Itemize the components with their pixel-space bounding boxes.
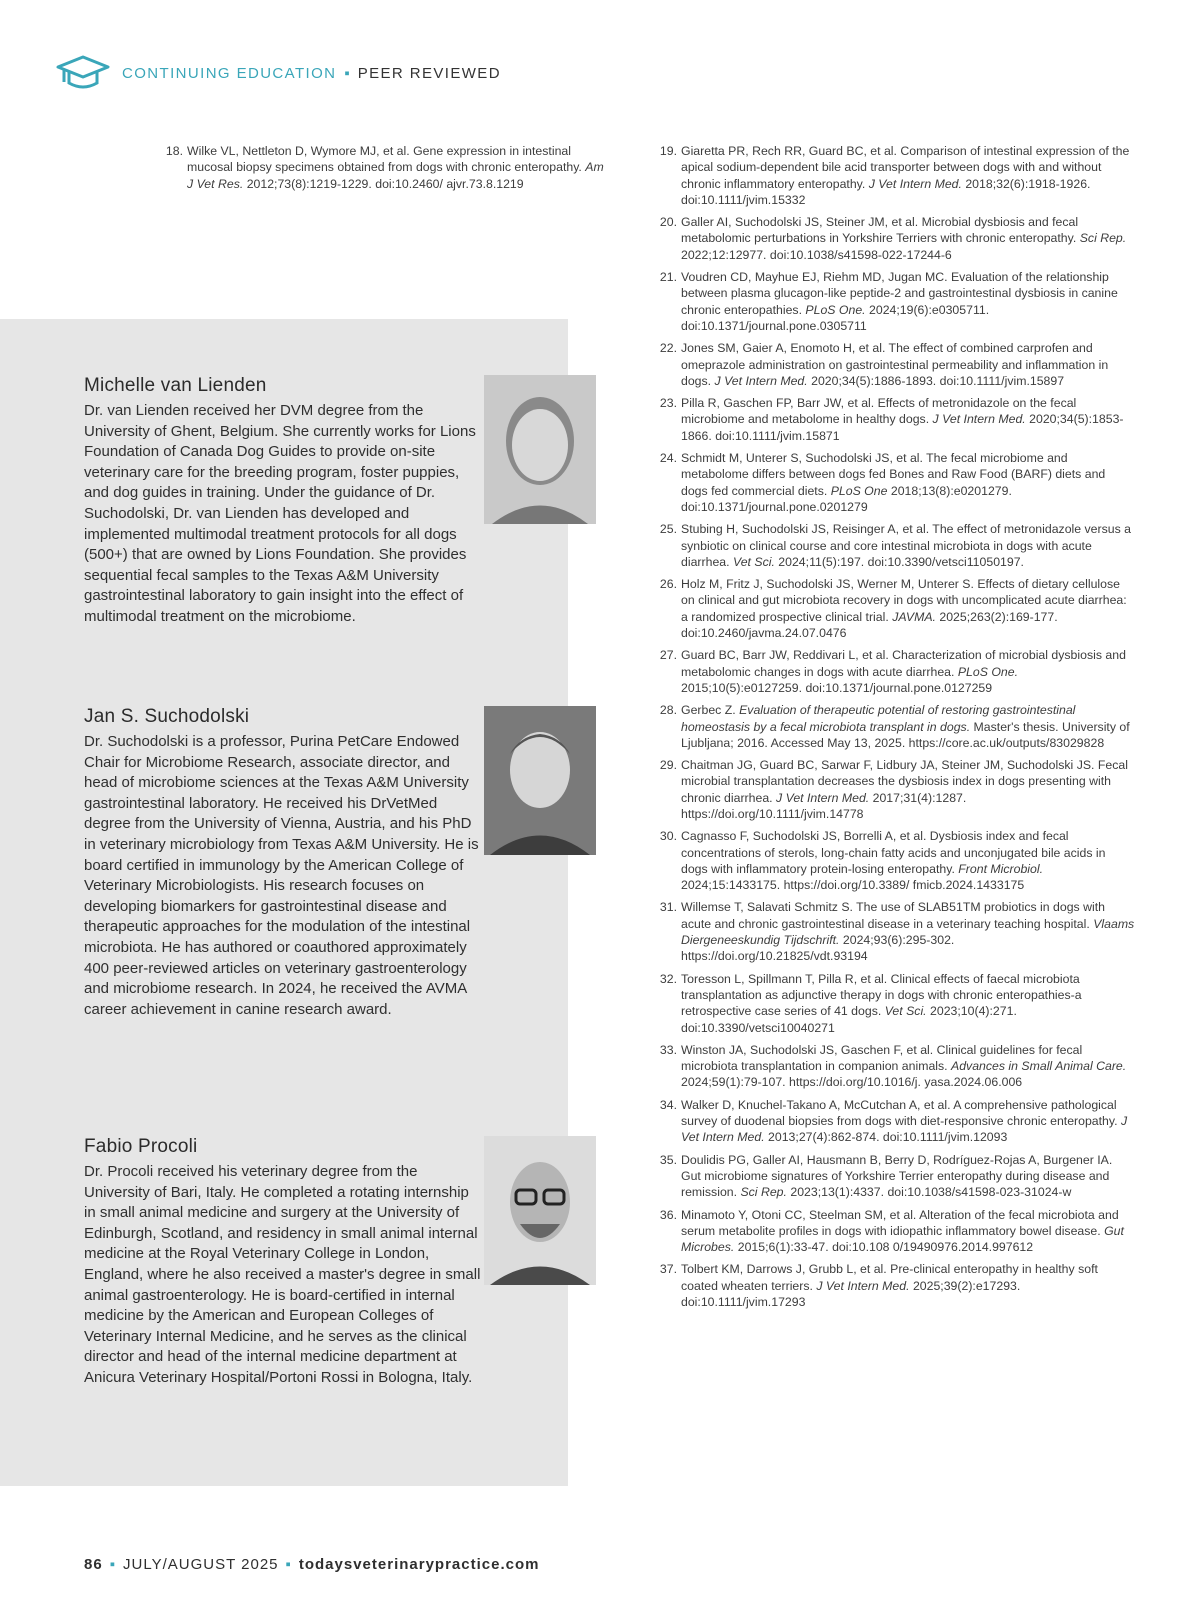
page-number: 86 (84, 1556, 103, 1573)
reference-authors: Walker D, Knuchel-Takano A, McCutchan A, et al. A comprehensive pathological survey of duodenal biopsies from dogs with diet-responsive chronic enteropathy. (681, 1097, 1121, 1129)
reference-item (657, 702, 1135, 751)
reference-details: 2024;59(1):79-107. https://doi.org/10.1016/j. yasa.2024.06.006 (681, 1075, 1023, 1090)
reference-title: Evaluation of therapeutic potential of restoring gastrointestinal homeostasis by a fecal microbiota transplant in dogs. (681, 703, 1076, 734)
reference-journal: J Vet Intern Med. (681, 1114, 1128, 1145)
author-bio-text: Dr. Procoli received his veterinary degree from the University of Bari, Italy. He completed a rotating internship in small animal medicine and surgery at the University of Edinburgh, Scotland, and residency in small animal internal medicine at the Royal Veterinary College in London, England, where he also received a master's degree in small animal gastroenterology. He is board-certified in internal medicine by the American and European Colleges of Veterinary Internal Medicine, and he serves as the clinical director and head of the internal medicine department at Anicura Veterinary Hospital/Portoni Rossi in Bologna, Italy. (84, 1163, 481, 1386)
reference-journal: Vlaams Diergeneeskundig Tijdschrift. (681, 916, 1135, 948)
reference-number: 24. (659, 451, 677, 466)
reference-item (657, 1042, 1135, 1091)
reference-authors: Cagnasso F, Suchodolski JS, Borrelli A, et al. Dysbiosis index and fecal concentrations of sterols, long-chain fatty acids and unconjugated bile acids in dogs with inflammatory protein-losing enteropathy. (681, 829, 1106, 876)
reference-number: 25. (659, 522, 677, 537)
author-name: Fabio Procoli (84, 1136, 198, 1157)
reference-journal: J Vet Intern Med. (932, 412, 1026, 427)
reference-journal: J Vet Intern Med. (868, 176, 962, 191)
reference-number: 22. (659, 341, 677, 356)
reference-item (657, 1097, 1135, 1146)
portrait-photo-icon (484, 1136, 596, 1285)
reference-authors: Doulidis PG, Galler AI, Hausmann B, Berry D, Rodríguez-Rojas A, Burgener IA. Gut microbiome signatures of Yorkshire Terrier enteropathy during disease and remission. (681, 1152, 1113, 1200)
reference-number: 35. (659, 1152, 677, 1167)
reference-item (657, 269, 1135, 334)
reference-item (657, 1261, 1135, 1310)
reference-item (657, 757, 1135, 822)
reference-journal: PLoS One. (805, 302, 866, 317)
reference-journal: Am J Vet Res. (187, 160, 604, 191)
reference-number: 20. (659, 215, 677, 230)
reference-details: 2023;10(4):271. doi:10.3390/vetsci10040271 (681, 1004, 1017, 1035)
reference-number: 29. (659, 758, 677, 773)
reference-journal: PLoS One (830, 483, 888, 498)
author-photo (484, 1136, 596, 1285)
reference-journal: Front Microbiol. (958, 861, 1044, 876)
reference-item (657, 340, 1135, 389)
reference-authors: Minamoto Y, Otoni CC, Steelman SM, et al. Alteration of the fecal microbiota and serum metabolite profiles in dogs with idiopathic inflammatory bowel disease. (681, 1207, 1119, 1238)
reference-list-left (163, 143, 608, 198)
reference-item (657, 395, 1135, 444)
reference-authors: Pilla R, Gaschen FP, Barr JW, et al. Effects of metronidazole on the fecal microbiome and metabolome in healthy dogs. (681, 396, 1077, 427)
reference-item (657, 828, 1135, 893)
reference-authors: Guard BC, Barr JW, Reddivari L, et al. Characterization of microbial dysbiosis and metabolomic changes in dogs with acute diarrhea. (681, 648, 1126, 679)
reference-details: 2018;32(6):1918-1926. doi:10.1111/jvim.15332 (681, 176, 1091, 207)
reference-details: 2013;27(4):862-874. doi:10.1111/jvim.12093 (764, 1130, 1008, 1145)
author-photo (484, 706, 596, 855)
reference-item (657, 647, 1135, 696)
reference-authors: Tolbert KM, Darrows J, Grubb L, et al. Pre-clinical enteropathy in healthy soft coated wheaten terriers. (681, 1262, 1098, 1293)
reference-journal: Vet Sci. (884, 1004, 927, 1019)
reference-authors: Wilke VL, Nettleton D, Wymore MJ, et al. Gene expression in intestinal mucosal biopsy specimens obtained from dogs with chronic enteropathy. (187, 144, 586, 175)
reference-number: 30. (659, 829, 677, 844)
author-bio (84, 375, 484, 628)
reference-details: Master's thesis. University of Ljubljana; 2016. Accessed May 13, 2025. https://core.ac.uk/outputs/83029828 (681, 719, 1130, 750)
reference-number: 23. (659, 396, 677, 411)
reference-details: 2018;13(8):e0201279. doi:10.1371/journal.pone.0201279 (681, 483, 1012, 514)
reference-authors: Giaretta PR, Rech RR, Guard BC, et al. Comparison of intestinal expression of the apical sodium-dependent bile acid transporter between dogs with and without chronic inflammatory enteropathy. (681, 144, 1130, 191)
graduation-cap-icon (56, 54, 110, 92)
reference-number: 21. (659, 270, 677, 285)
reference-authors: Winston JA, Suchodolski JS, Gaschen F, et al. Clinical guidelines for fecal microbiota transplantation in companion animals. (681, 1042, 1083, 1074)
reference-authors: Jones SM, Gaier A, Enomoto H, et al. The effect of combined carprofen and omeprazole administration on gastrointestinal permeability and inflammation in dogs. (681, 341, 1109, 388)
reference-authors: Galler AI, Suchodolski JS, Steiner JM, et al. Microbial dysbiosis and fecal metabolomic perturbations in Yorkshire Terriers with chronic enteropathy. (681, 215, 1080, 246)
author-bios-panel (0, 319, 568, 1486)
author-name: Jan S. Suchodolski (84, 706, 250, 727)
reference-details: 2012;73(8):1219-1229. doi:10.2460/ ajvr.73.8.1219 (243, 176, 524, 191)
reference-journal: JAVMA. (892, 609, 936, 624)
page-header (56, 54, 501, 92)
author-bio-text: Dr. Suchodolski is a professor, Purina PetCare Endowed Chair for Microbiome Research, associate director, and head of microbiome sciences at the Texas A&M University gastrointestinal laboratory. He received his DrVetMed degree from the University of Vienna, Austria, and his PhD in veterinary microbiology from Texas A&M University. He is board certified in immunology by the American College of Veterinary Microbiologists. His research focuses on developing biomarkers for gastrointestinal disease and therapeutic approaches for the modulation of the intestinal microbiota. He has authored or coauthored approximately 400 peer-reviewed articles on veterinary gastroenterology and microbiome research. In 2024, he received the AVMA career achievement in canine research award. (84, 733, 479, 1018)
reference-authors: Holz M, Fritz J, Suchodolski JS, Werner M, Unterer S. Effects of dietary cellulose on clinical and gut microbiota recovery in dogs with uncomplicated acute diarrhea: a randomized prospective clinical trial. (681, 577, 1127, 624)
section-label: CONTINUING EDUCATION (122, 64, 337, 82)
reference-journal: Advances in Small Animal Care. (951, 1059, 1127, 1074)
header-separator: ▪ (344, 64, 350, 82)
reference-authors: Willemse T, Salavati Schmitz S. The use of SLAB51TM probiotics in dogs with acute and chronic gastrointestinal disease in a veterinary teaching hospital. (681, 900, 1105, 931)
reference-details: 2022;12:12977. doi:10.1038/s41598-022-17244-6 (681, 247, 952, 262)
reference-journal: J Vet Intern Med. (714, 373, 808, 388)
reference-journal: Gut Microbes. (681, 1223, 1124, 1255)
author-bio-text: Dr. van Lienden received her DVM degree from the University of Ghent, Belgium. She currently works for Lions Foundation of Canada Dog Guides to provide on-site veterinary care for the breeding program, foster puppies, and dog guides in training. Under the guidance of Dr. Suchodolski, Dr. van Lienden has developed and implemented multimodal treatment protocols for all dogs (500+) that are owned by Lions Foundation. She provides sequential fecal samples to the Texas A&M University gastrointestinal laboratory to gain insight into the effect of multimodal treatment on the microbiome. (84, 402, 476, 625)
peer-reviewed-label: PEER REVIEWED (357, 64, 501, 82)
footer-separator: ▪ (109, 1556, 117, 1573)
reference-details: 2020;34(5):1853-1866. doi:10.1111/jvim.15871 (681, 412, 1124, 443)
reference-journal: Vet Sci. (732, 554, 775, 569)
reference-item (657, 143, 1135, 208)
reference-details: 2024;11(5):197. doi:10.3390/vetsci11050197. (774, 554, 1024, 569)
reference-journal: Sci Rep. (740, 1185, 787, 1200)
reference-number: 19. (659, 144, 677, 158)
reference-authors: Stubing H, Suchodolski JS, Reisinger A, et al. The effect of metronidazole versus a synbiotic on clinical course and core intestinal microbiota in dogs with acute diarrhea. (681, 522, 1131, 569)
reference-details: 2024;19(6):e0305711. doi:10.1371/journal.pone.0305711 (681, 302, 990, 333)
reference-item (657, 450, 1135, 515)
page-footer (84, 1556, 539, 1573)
reference-number: 31. (659, 900, 677, 915)
reference-item (657, 521, 1135, 570)
reference-number: 32. (659, 971, 677, 986)
reference-list-right (657, 143, 1135, 1316)
reference-authors: Gerbec Z. (681, 703, 740, 718)
author-bio (84, 1136, 484, 1389)
reference-number: 27. (659, 648, 677, 663)
reference-journal: PLoS One. (957, 664, 1019, 679)
portrait-photo-icon (484, 375, 596, 524)
reference-number: 28. (659, 703, 677, 718)
reference-item (657, 576, 1135, 641)
reference-item (657, 971, 1135, 1036)
reference-details: 2024;93(6):295-302. https://doi.org/10.21825/vdt.93194 (681, 933, 955, 964)
reference-number: 34. (659, 1097, 677, 1112)
reference-details: 2024;15:1433175. https://doi.org/10.3389/ fmicb.2024.1433175 (681, 878, 1025, 893)
reference-details: 2023;13(1):4337. doi:10.1038/s41598-023-31024-w (786, 1185, 1072, 1200)
author-photo (484, 375, 596, 524)
author-bio (84, 706, 484, 1020)
reference-number: 18. (165, 144, 183, 158)
reference-number: 33. (659, 1042, 677, 1057)
reference-authors: Chaitman JG, Guard BC, Sarwar F, Lidbury JA, Steiner JM, Suchodolski JS. Fecal microbial transplantation decreases the dysbiosis index in dogs presenting with chronic diarrhea. (681, 758, 1128, 805)
reference-details: 2025;263(2):169-177. doi:10.2460/javma.24.07.0476 (681, 609, 1058, 641)
reference-number: 36. (659, 1207, 677, 1222)
reference-item (657, 899, 1135, 964)
reference-authors: Schmidt M, Unterer S, Suchodolski JS, et al. The fecal microbiome and metabolome differs between dogs fed Bones and Raw Food (BARF) diets and dogs fed commercial diets. (681, 451, 1106, 498)
author-name: Michelle van Lienden (84, 375, 267, 396)
reference-authors: Toresson L, Spillmann T, Pilla R, et al. Clinical effects of faecal microbiota transplantation as adjunctive therapy in dogs with chronic enteropathies-a retrospective case series of 41 dogs. (681, 971, 1082, 1019)
reference-journal: Sci Rep. (1079, 231, 1127, 246)
reference-journal: J Vet Intern Med. (776, 790, 870, 805)
reference-journal: J Vet Intern Med. (816, 1278, 910, 1293)
reference-number: 26. (659, 577, 677, 592)
reference-details: 2025;39(2):e17293. doi:10.1111/jvim.17293 (681, 1278, 1021, 1309)
reference-details: 2020;34(5):1886-1893. doi:10.1111/jvim.15897 (807, 373, 1065, 388)
portrait-photo-icon (484, 706, 596, 855)
reference-item (657, 214, 1135, 263)
reference-number: 37. (659, 1262, 677, 1277)
website-link[interactable]: todaysveterinarypractice.com (298, 1556, 540, 1573)
issue-date: JULY/AUGUST 2025 (123, 1556, 279, 1573)
reference-authors: Voudren CD, Mayhue EJ, Riehm MD, Jugan MC. Evaluation of the relationship between plasma glucagon-like peptide-2 and gastrointestinal dysbiosis in canine chronic enteropathies. (681, 270, 1118, 317)
reference-item (657, 1207, 1135, 1256)
reference-item (657, 1152, 1135, 1201)
reference-details: 2015;6(1):33-47. doi:10.108 0/19490976.2014.997612 (734, 1240, 1034, 1255)
reference-details: 2015;10(5):e0127259. doi:10.1371/journal.pone.0127259 (681, 680, 993, 695)
reference-details: 2017;31(4):1287. https://doi.org/10.1111/jvim.14778 (681, 790, 967, 821)
reference-item (163, 143, 608, 192)
footer-separator: ▪ (285, 1556, 292, 1573)
